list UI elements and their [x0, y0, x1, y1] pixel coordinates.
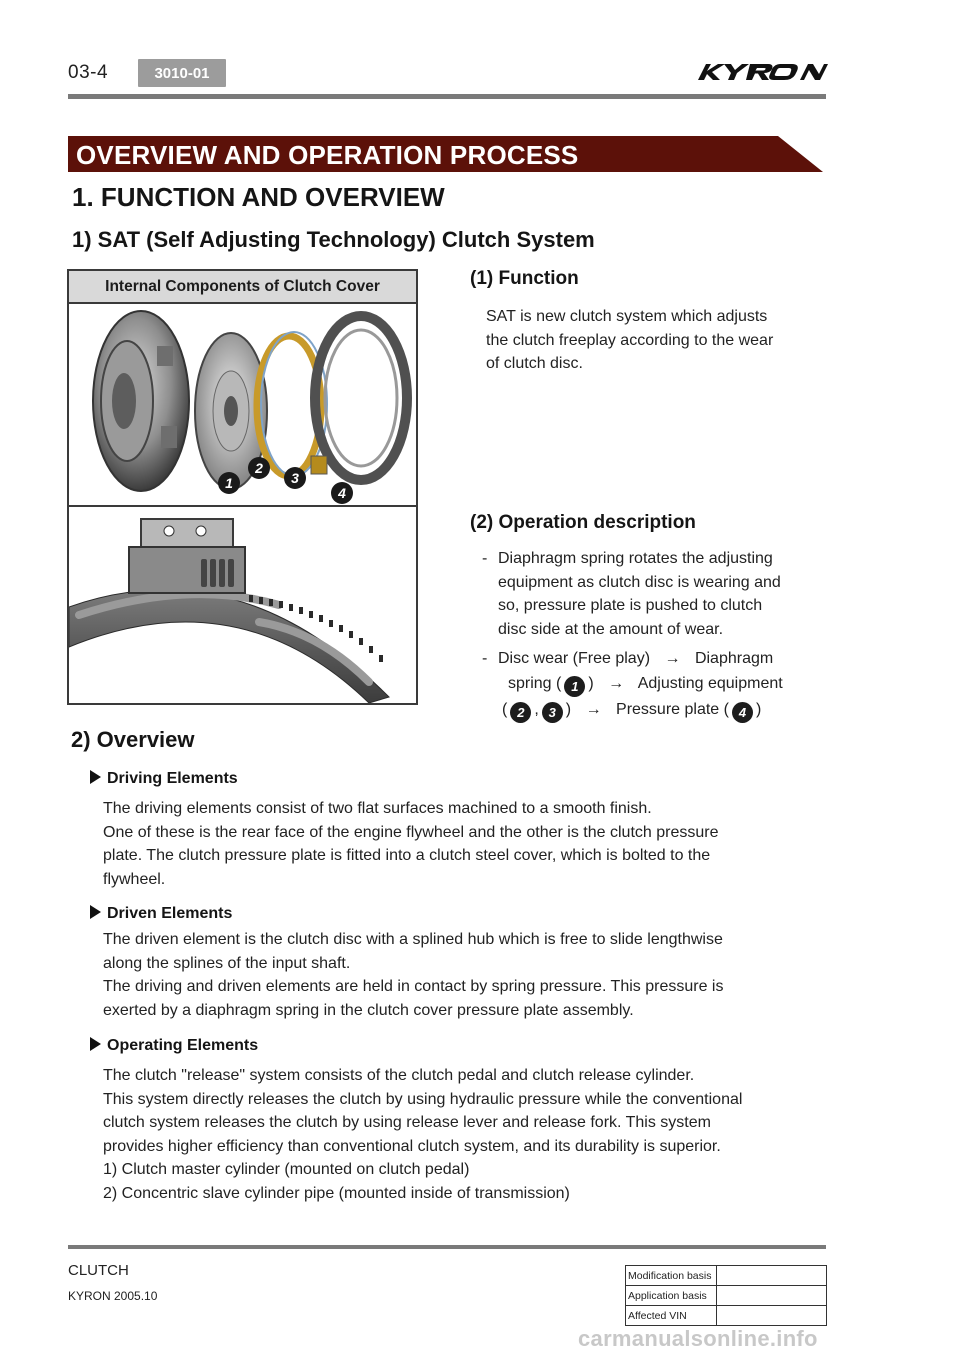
table-label: Affected VIN — [626, 1306, 717, 1326]
clutch-exploded-illustration — [69, 306, 416, 505]
modification-table — [625, 1265, 827, 1326]
callout-1 — [218, 472, 240, 494]
footer-chapter: CLUTCH — [68, 1262, 129, 1279]
sequence-text: Adjusting equipment — [637, 675, 783, 692]
driven-title-text: Driven Elements — [107, 905, 233, 922]
svg-text:4: 4 — [338, 485, 346, 501]
function-line: the clutch freeplay according to the wear — [486, 331, 774, 349]
triangle-bullet-icon — [90, 770, 101, 784]
callout-badge-4: 4 — [732, 702, 753, 723]
arrow-icon: → — [585, 701, 602, 718]
paragraph-line: along the splines of the input shaft. — [103, 954, 351, 972]
section-code-badge: 3010-01 — [138, 59, 226, 87]
function-line: of clutch disc. — [486, 355, 583, 372]
triangle-bullet-icon — [90, 1037, 101, 1051]
paragraph-line: One of these is the rear face of the engine flywheel and the other is the clutch pressure — [103, 823, 719, 841]
operation-bullet-2 — [482, 646, 827, 723]
adjuster-closeup-illustration — [69, 507, 416, 703]
triangle-bullet-icon — [90, 905, 101, 919]
figure-caption: Internal Components of Clutch Cover — [69, 271, 416, 304]
overview-heading: 2) Overview — [71, 727, 195, 752]
driving-elements-title — [90, 770, 238, 788]
driven-elements-text — [103, 928, 827, 1022]
paragraph-line: The clutch "release" system consists of the clutch pedal and clutch release cylinder. — [103, 1067, 695, 1084]
paragraph-line: exerted by a diaphragm spring in the clutch cover pressure plate assembly. — [103, 1001, 634, 1019]
driving-title-text: Driving Elements — [107, 770, 238, 787]
table-row — [626, 1286, 827, 1306]
section-title: 1. FUNCTION AND OVERVIEW — [72, 182, 445, 212]
sequence-text: ( — [502, 701, 508, 718]
callout-2 — [248, 457, 270, 479]
bullet-dash: - — [482, 650, 488, 667]
paragraph-line: The driving elements consist of two flat surfaces machined to a smooth finish. — [103, 800, 652, 817]
table-value — [717, 1306, 827, 1326]
function-heading: (1) Function — [470, 268, 579, 289]
function-text — [486, 305, 826, 376]
operating-elements-text — [103, 1064, 827, 1205]
page-number: 03-4 — [68, 62, 109, 83]
table-row — [626, 1306, 827, 1326]
svg-text:1: 1 — [225, 475, 233, 491]
subsection-title: 1) SAT (Self Adjusting Technology) Clutch System — [72, 227, 595, 252]
svg-text:3: 3 — [291, 470, 299, 486]
operation-heading: (2) Operation description — [470, 512, 696, 533]
header-rule — [68, 94, 826, 99]
sequence-text: Pressure plate ( — [616, 701, 729, 718]
sequence-text: spring ( — [508, 675, 562, 692]
paragraph-line: clutch system releases the clutch by using release lever and release fork. This system — [103, 1114, 711, 1131]
footer-edition: KYRON 2005.10 — [68, 1289, 158, 1303]
operation-bullet-1 — [482, 547, 827, 641]
sequence-text: ) — [588, 675, 594, 692]
table-value — [717, 1266, 827, 1286]
table-value — [717, 1286, 827, 1306]
operation-line: Diaphragm spring rotates the adjusting — [498, 550, 773, 567]
sequence-text: ) — [755, 701, 762, 718]
watermark: carmanualsonline.info — [578, 1326, 818, 1351]
paragraph-line: The driving and driven elements are held in contact by spring pressure. This pressure is — [103, 978, 724, 995]
paragraph-line: flywheel. — [103, 870, 166, 888]
driven-elements-title — [90, 905, 232, 923]
paragraph-line: provides higher efficiency than conventional clutch system, and its durability is superior. — [103, 1137, 721, 1155]
callout-badge-1: 1 — [564, 676, 585, 697]
callout-4 — [331, 482, 353, 504]
operating-elements-title — [90, 1037, 258, 1055]
kyron-logo — [694, 58, 828, 86]
paragraph-line: 2) Concentric slave cylinder pipe (mounted inside of transmission) — [103, 1184, 570, 1202]
operation-line: disc side at the amount of wear. — [498, 620, 724, 638]
table-label: Modification basis — [626, 1266, 717, 1286]
operation-line: equipment as clutch disc is wearing and — [498, 573, 781, 591]
operation-line: so, pressure plate is pushed to clutch — [498, 597, 763, 614]
sequence-text: ) — [565, 701, 572, 718]
paragraph-line: The driven element is the clutch disc with a splined hub which is free to slide lengthwise — [103, 931, 723, 948]
paragraph-line: This system directly releases the clutch by using hydraulic pressure while the conventional — [103, 1090, 743, 1108]
arrow-icon: → — [608, 675, 625, 692]
sequence-text: Diaphragm — [694, 650, 774, 667]
table-row — [626, 1266, 827, 1286]
sequence-text: Disc wear (Free play) — [498, 650, 651, 667]
banner-title: OVERVIEW AND OPERATION PROCESS — [76, 140, 579, 170]
callout-3 — [284, 467, 306, 489]
sequence-text: , — [534, 701, 539, 718]
function-line: SAT is new clutch system which adjusts — [486, 308, 768, 325]
footer-rule — [68, 1245, 826, 1249]
paragraph-line: 1) Clutch master cylinder (mounted on clutch pedal) — [103, 1161, 470, 1178]
svg-text:2: 2 — [255, 460, 263, 476]
operating-title-text: Operating Elements — [107, 1037, 259, 1054]
paragraph-line: plate. The clutch pressure plate is fitted into a clutch steel cover, which is bolted to the — [103, 847, 711, 864]
arrow-icon: → — [664, 650, 681, 667]
bullet-dash: - — [482, 550, 488, 567]
callout-badge-2: 2 — [510, 702, 531, 723]
table-label: Application basis — [626, 1286, 717, 1306]
driving-elements-text — [103, 797, 827, 891]
callout-badge-3: 3 — [542, 702, 563, 723]
